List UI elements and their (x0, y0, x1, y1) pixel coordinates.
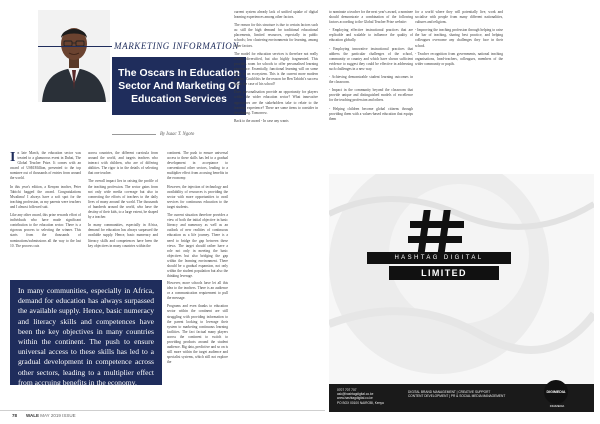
paragraph: - Teacher recognition from governments, national teaching organisations, head-teachers, colleagues, members of the wider community or pupils. (415, 51, 503, 66)
paragraph: to nominate a teacher for the next year's award, a nominee should demonstrate a combination of the following factors according to the Global Teacher Prize website: (329, 10, 413, 25)
paragraph: - Improving the teaching profession through helping to raise the bar of teaching, sharing best practice, and helping colleagues overcome any challenges they face in their school. (415, 28, 503, 48)
digimedia-logo: DIGIMEDIA (544, 380, 568, 404)
ad-contact-line: www.hashtagdigital.co.ke (337, 396, 373, 401)
ad-contact (337, 388, 401, 405)
page-number: 78 (12, 413, 18, 418)
column-3 (167, 151, 228, 282)
issue-date: MAY 2019 ISSUE (40, 413, 76, 418)
byline-rule (112, 134, 156, 135)
ad-service-line: CONTENT DEVELOPMENT | PR & SOCIAL MEDIA MANAGEMENT (408, 394, 506, 399)
section-label: MARKETING INFORMATION (114, 41, 240, 51)
paragraph: - Achieving demonstrable student learning outcomes in the classroom. (329, 75, 413, 85)
footer-rule (0, 410, 325, 411)
column-1 (10, 151, 81, 252)
paragraph: Does personalisation provide an opportunity for players within the wider education sector? What innovative approaches are the stakeholders take to relate to the learning experience? These are some items to consider in developing. Tomorrow. (234, 90, 318, 115)
ad-tagline: HASHTAG DIGITAL (367, 252, 511, 264)
paragraph: Like any other award, this prize rewards effort of individuals who have made significant contribution to the education sector. There is a rigorous process to selecting the winner. This starts from the thousands of nominations/submissions all the way to the last 10. The process cuts (10, 213, 81, 248)
column-4 (234, 10, 318, 127)
paragraph: In late March, the education sector was treated to a glamorous event in Dubai, The Global Teacher Prize. It comes with an award of US$1Million, presented to the top nominee out of thousands of entries from around the world. (10, 150, 81, 181)
paragraph: The current situation therefore provides a view of both the initial objective in basic literacy and numeracy as well as an outlook of new realities of continuous education as a life journey. There is a need to bridge the gap between these views. The target should rather have a role not only in meeting the basic objectives but also bridging the gap within the learning environment. There should be a gradual expansion, not only within the student population but also the thinking leverage. (167, 213, 228, 279)
paragraph: - Employing innovative instructional practices that address the particular challenges of the school, community or country and which have shown sufficient evidence to suggest they could be effective in addressing such challenges in a new way. (329, 46, 413, 71)
paragraph: - Employing effective instructional practices that are replicable and scalable to influence the quality of education globally. (329, 28, 413, 43)
paragraph: Programs and even thanks to education sector within the continent are still struggling with providing information to the parent looking to leverage their system to marketing continuous learning facilities. The fact factual many players across the continent to switch to providing products around the student audience. Big data, predictive and so on is still more within the target audience and specialist systems, which still not explore the (167, 304, 228, 365)
column-2 (88, 151, 158, 252)
ad-contact-line: PO BOX 00100 NAIROBI, Kenya (337, 400, 384, 405)
paragraph: The reason for this structure is due to certain factors such as: still the high demand for traditional educational placements, limited resources, especially in public schools; low clustering environments for learning, among other factors. (234, 23, 318, 48)
drop-cap: I (10, 150, 16, 165)
paragraph: across countries, the different curricula from around the world, and targets teachers who interact with children, who are of differing abilities. The rigor is in the details of selecting that one teacher. (88, 151, 158, 176)
paragraph: Back to the award - In case any wants (234, 118, 289, 123)
paragraph: - Helping children become global citizens through providing them with a values-based education that equips them (329, 106, 413, 121)
ad-brand: LIMITED (389, 266, 499, 280)
article-title: The Oscars In Education Sector And Marketing Of Education Services (118, 67, 240, 105)
paragraph: In many communities, especially in Africa, demand for education has always surpassed the available supply. Hence, basic numeracy and literacy skills and competences have been the key objectives in many countries within the (88, 223, 158, 248)
article-title-box (112, 57, 246, 115)
ad-service-line: DIGITAL BRAND MANAGEMENT | CREATIVE SUPPORT (408, 390, 491, 394)
column-6 (415, 10, 503, 70)
magazine-name: WALE (26, 413, 39, 418)
hashtag-icon (402, 208, 472, 256)
author-photo (38, 10, 110, 102)
ad-contact-line: ask@hashtagdigital.co.ke (337, 392, 374, 397)
column-5 (329, 10, 413, 125)
issue-label (26, 413, 76, 418)
byline: By Isaac T. Ngoto (160, 132, 195, 137)
paragraph: In this year's edition, a Kenyan teacher, Peter Tabichi bagged the award. Congratulations Mwalimu! I always have a soft spot for the teaching profession, as my parents were teachers and I almost followed suit. (10, 184, 81, 209)
paragraph: However, the injection of technology and availability of resources is providing the sector with more opportunities to avail services for continuous education to the target students. (167, 184, 228, 209)
ad-services (408, 390, 543, 399)
paragraph: for a world where they will potentially live, work and socialise with people from many different nationalities, cultures and religions. (415, 10, 503, 25)
paragraph: However, more schools have let all this idea to the teachers. There is an audience or a communication requirement to pull the message. (167, 281, 228, 301)
ad-contact-line: 0707 707 707 (337, 388, 357, 392)
header-rule (38, 46, 112, 47)
paragraph: current system already lack of unified uptake of digital learning experiences among other factors. (234, 10, 318, 20)
paragraph: continent. The push to ensure universal access to these skills has led to a gradual development in acceptance to conventional other sectors, leading to a multiplier effect from accruing benefits in the economy. (167, 151, 228, 181)
column-3-lower (167, 281, 228, 369)
digimedia-logo-label: DIGIMEDIA (549, 404, 565, 408)
pull-quote: In many communities, especially in Africa, demand for education has always surpassed the available supply. Hence, basic numeracy and literacy skills and competences have been the key objectives in many countries within the continent. The push to ensure universal access to these skills has led to a gradual development in competence across other sectors, leading to a multiplier effect from accruing benefits in the economy. (10, 280, 162, 385)
paragraph: - Impact in the community beyond the classroom that provide unique and distinguished models of excellence for the teaching profession and others. (329, 88, 413, 103)
paragraph: The overall impact lies in raising the profile of the teaching profession. The sector gains from not only wide media coverage but also in connecting the efforts of teachers to the daily lives of many around the world. The thousands of hundreds around the world, who have the destiny of their kids, to a large extent, be shaped by a teacher. (88, 179, 158, 220)
paragraph: The model for education services is therefore not really widely diversified, but also highly fragmented. This provides room for schools to offer personalised learning experience. Essentially, functional learning will on some more in an ecosystem. This is the current more modern market. Could this be the reason for Ben Tabichi's success given the case of his school? (234, 51, 318, 87)
